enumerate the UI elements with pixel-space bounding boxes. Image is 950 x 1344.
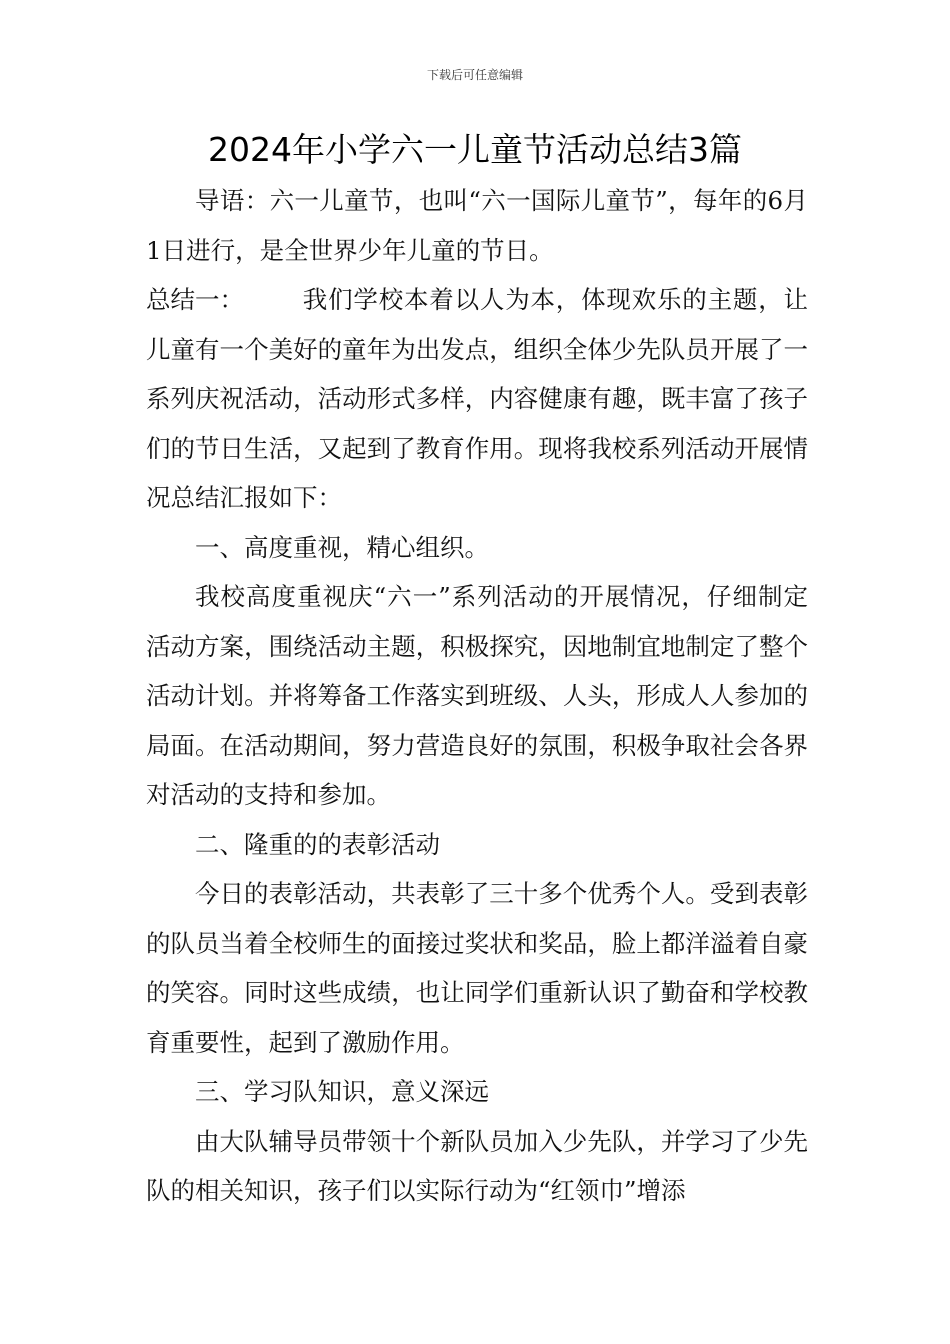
section-one-heading: 一、高度重视，精心组织。 [195, 532, 489, 562]
summary-one-text: 我们学校本着以人为本，体现欢乐的主题，让儿童有一个美好的童年为出发点，组织全体少先队员开展了一系列庆祝活动，活动形式多样，内容健康有趣，既丰富了孩子们的节日生活，又起到了教育作用。现将我校系列活动开展情况总结汇报如下： [146, 285, 808, 512]
summary-one-label: 总结一： [146, 285, 244, 314]
header-note: 下载后可任意编辑 [426, 68, 523, 82]
document-body [146, 176, 808, 1216]
intro-paragraph: 导语：六一儿童节，也叫“六一国际儿童节”，每年的6月1日进行，是全世界少年儿童的节日。 [146, 186, 808, 265]
section-two-heading: 二、隆重的的表彰活动 [195, 829, 440, 859]
section-one-paragraph: 我校高度重视庆“六一”系列活动的开展情况，仔细制定活动方案，围绕活动主题，积极探究，因地制宜地制定了整个活动计划。并将筹备工作落实到班级、人头，形成人人参加的局面。在活动期间，努力营造良好的氛围，积极争取社会各界对活动的支持和参加。 [146, 582, 808, 809]
document-title: 2024年小学六一儿童节活动总结3篇 [208, 130, 742, 169]
section-two-paragraph: 今日的表彰活动，共表彰了三十多个优秀个人。受到表彰的队员当着全校师生的面接过奖状和奖品，脸上都洋溢着自豪的笑容。同时这些成绩，也让同学们重新认识了勤奋和学校教育重要性，起到了激励作用。 [146, 879, 808, 1057]
section-three-paragraph: 由大队辅导员带领十个新队员加入少先队，并学习了少先队的相关知识，孩子们以实际行动为“红领巾”增添 [146, 1126, 808, 1205]
summary-one-paragraph [146, 275, 808, 523]
section-three-heading: 三、学习队知识，意义深远 [195, 1077, 489, 1106]
